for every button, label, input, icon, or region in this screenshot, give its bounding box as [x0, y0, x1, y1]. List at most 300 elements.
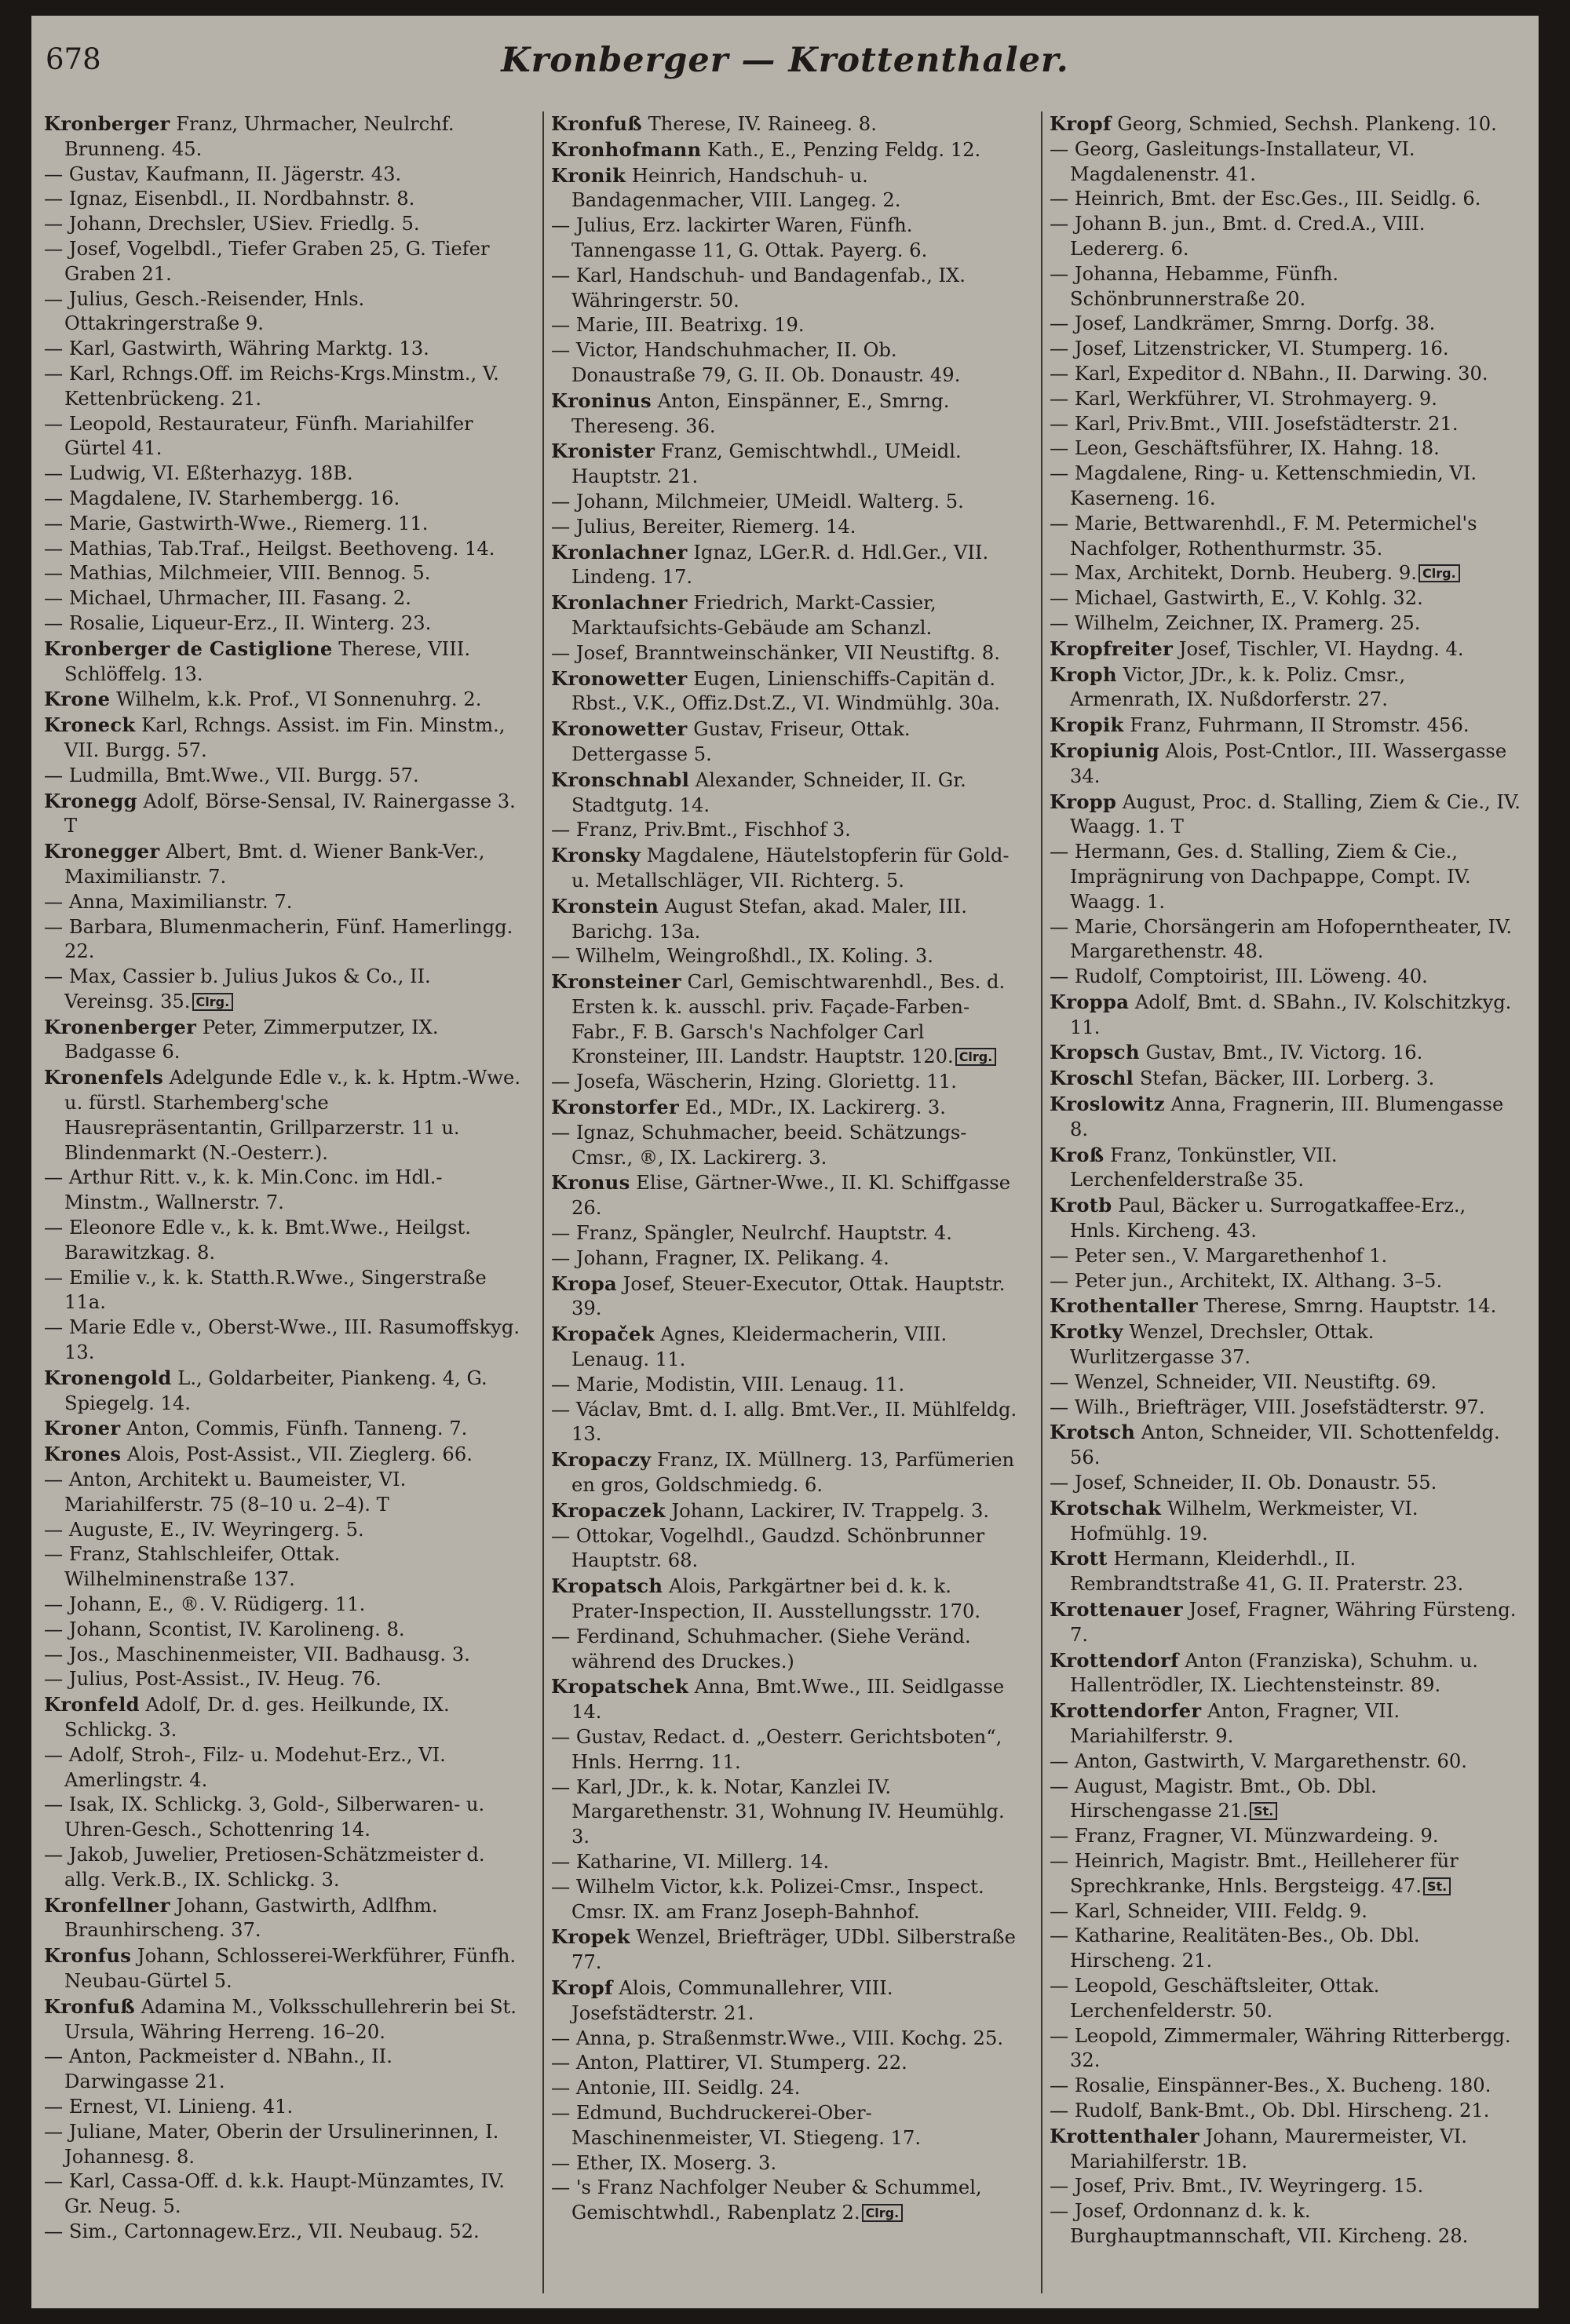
directory-entry	[44, 537, 521, 562]
directory-entry	[44, 287, 521, 337]
directory-entry	[1050, 1420, 1521, 1471]
entry-surname: Kropaczek	[551, 1498, 666, 1522]
directory-entry	[551, 1271, 1022, 1323]
directory-entry	[44, 687, 521, 713]
directory-entry	[551, 313, 1022, 338]
entry-text: Agnes, Kleidermacherin, VIII. Lenaug. 11.	[571, 1323, 947, 1371]
entry-text: — Ludmilla, Bmt.Wwe., VII. Burgg. 57.	[44, 764, 419, 786]
entry-surname: Kropf	[551, 1976, 613, 1999]
entry-text: Alois, Parkgärtner bei d. k. k. Prater-Inspection, II. Ausstellungsstr. 170.	[571, 1575, 981, 1623]
directory-entry	[551, 1221, 1022, 1246]
entry-text: Paul, Bäcker u. Surrogatkaffee-Erz., Hnls. Kircheng. 43.	[1070, 1195, 1466, 1242]
entry-text: — Josef, Priv. Bmt., IV. Weyringerg. 15.	[1050, 2175, 1424, 2198]
directory-entry	[1050, 2124, 1521, 2175]
directory-entry	[551, 111, 1022, 137]
entry-text: — Karl, Rchngs.Off. im Reichs-Krgs.Minstm., V. Kettenbrückeng. 21.	[44, 362, 499, 410]
entry-surname: Krotb	[1050, 1194, 1112, 1217]
entry-text: — Emilie v., k. k. Statth.R.Wwe., Singerstraße 11a.	[44, 1266, 487, 1314]
entry-text: — Karl, JDr., k. k. Notar, Kanzlei IV. Margarethenstr. 31, Wohnung IV. Heumühlg. 3.	[551, 1775, 1005, 1848]
directory-entry	[1050, 915, 1521, 965]
column-3	[1041, 111, 1521, 2293]
directory-page	[31, 16, 1539, 2308]
entry-surname: Kroppa	[1050, 990, 1130, 1013]
directory-entry	[551, 1976, 1022, 2027]
directory-entry	[44, 111, 521, 162]
entry-text: — Ignaz, Schuhmacher, beeid. Schätzungs-Cmsr., ®, IX. Lackirerg. 3.	[551, 1121, 967, 1169]
entry-surname: Kropiunig	[1050, 739, 1159, 762]
entry-text: — Leopold, Restaurateur, Fünfh. Mariahilfer Gürtel 41.	[44, 412, 473, 460]
directory-entry	[1050, 137, 1521, 188]
entry-text: — Max, Cassier b. Julius Jukos & Co., II. Vereinsg. 35.	[44, 965, 431, 1012]
directory-entry	[44, 487, 521, 512]
directory-entry	[1050, 387, 1521, 412]
directory-entry	[1050, 337, 1521, 362]
directory-entry	[44, 1618, 521, 1643]
entry-surname: Kronhofmann	[551, 137, 702, 161]
entry-surname: Kronlachner	[551, 540, 688, 564]
entry-text: — Franz, Stahlschleifer, Ottak. Wilhelminenstraße 137.	[44, 1543, 341, 1591]
directory-entry	[44, 1366, 521, 1417]
entry-text: — Heinrich, Magistr. Bmt., Heilleherer für Sprechkranke, Hnls. Bergsteigg. 47.	[1050, 1849, 1459, 1897]
page-number: 678	[46, 42, 101, 76]
directory-entry	[551, 590, 1022, 641]
entry-text: Magdalene, Häutelstopferin für Gold- u. Metallschläger, VII. Richterg. 5.	[571, 845, 1010, 892]
entry-surname: Kropek	[551, 1925, 630, 1949]
directory-entry	[44, 2045, 521, 2095]
directory-entry	[44, 162, 521, 188]
entry-surname: Kroneck	[44, 713, 136, 737]
directory-entry	[44, 1416, 521, 1442]
entry-surname: Kropa	[551, 1271, 617, 1295]
directory-entry	[551, 717, 1022, 768]
entry-text: Anton, Commis, Fünfh. Tanneng. 7.	[120, 1417, 468, 1440]
directory-entry	[551, 515, 1022, 540]
directory-entry	[1050, 1546, 1521, 1597]
entry-text: — Josef, Litzenstricker, VI. Stumperg. 16.	[1050, 337, 1449, 360]
entry-text: — Anton, Plattirer, VI. Stumperg. 22.	[551, 2052, 907, 2074]
directory-entry	[551, 2076, 1022, 2101]
directory-entry	[551, 2176, 1022, 2226]
entry-surname: Kronlachner	[551, 591, 688, 615]
entry-surname: Krottendorf	[1050, 1648, 1179, 1672]
entry-text: Franz, IX. Müllnerg. 13, Parfümerien en gros, Goldschmiedg. 6.	[571, 1449, 1015, 1497]
entry-surname: Kropf	[1050, 112, 1112, 135]
entry-text: Anton, Einspänner, E., Smrng. Thereseng. 36.	[571, 389, 950, 437]
entry-text: Therese, IV. Raineeg. 8.	[641, 113, 877, 135]
directory-entry	[44, 1266, 521, 1316]
entry-text: Kath., E., Penzing Feldg. 12.	[701, 138, 981, 161]
directory-entry	[1050, 1698, 1521, 1749]
entry-text: — Isak, IX. Schlickg. 3, Gold-, Silberwaren- u. Uhren-Gesch., Schottenring 14.	[44, 1793, 485, 1841]
directory-entry	[44, 1315, 521, 1366]
entry-text: Georg, Schmied, Sechsh. Plankeng. 10.	[1111, 113, 1497, 135]
entry-text: — Georg, Gasleitungs-Installateur, VI. Magdalenenstr. 41.	[1050, 137, 1415, 185]
entry-surname: Kronsteiner	[551, 970, 681, 994]
entry-text: Victor, JDr., k. k. Poliz. Cmsr., Armenrath, IX. Nußdorferstr. 27.	[1070, 663, 1406, 711]
entry-text: — Barbara, Blumenmacherin, Fünf. Hamerlingg. 22.	[44, 915, 513, 963]
entry-surname: Kronberger	[44, 112, 170, 135]
directory-entry	[44, 412, 521, 462]
entry-text: Johann, Maurermeister, VI. Mariahilferstr. 1B.	[1070, 2125, 1467, 2173]
directory-entry	[44, 637, 521, 688]
directory-entry	[44, 1166, 521, 1216]
directory-entry	[44, 1843, 521, 1893]
entry-surname: Kronik	[551, 163, 626, 187]
directory-entry	[551, 137, 1022, 163]
entry-badge: Clrg.	[192, 993, 234, 1011]
entry-badge: Clrg.	[1418, 564, 1460, 582]
directory-entry	[1050, 2024, 1521, 2074]
directory-entry	[44, 2120, 521, 2170]
directory-entry	[1050, 1193, 1521, 1244]
entry-surname: Kropsch	[1050, 1041, 1140, 1064]
directory-entry	[44, 1643, 521, 1668]
directory-entry	[44, 462, 521, 487]
directory-entry	[44, 187, 521, 212]
entry-text: — Wilhelm, Weingroßhdl., IX. Koling. 3.	[551, 945, 933, 968]
entry-text: — Josef, Ordonnanz d. k. k. Burghauptmannschaft, VII. Kircheng. 28.	[1050, 2200, 1469, 2247]
directory-entry	[551, 439, 1022, 490]
entry-text: — Anton, Gastwirth, V. Margarethenstr. 60.	[1050, 1749, 1467, 1772]
directory-entry	[44, 965, 521, 1015]
entry-surname: Krotky	[1050, 1320, 1123, 1344]
directory-entry	[551, 843, 1022, 894]
directory-entry	[551, 818, 1022, 843]
entry-text: — Leopold, Zimmermaler, Währing Ritterbergg. 32.	[1050, 2024, 1511, 2072]
directory-entry	[44, 2169, 521, 2220]
entry-text: — Franz, Fragner, VI. Münzwardeing. 9.	[1050, 1825, 1439, 1848]
directory-entry	[1050, 1471, 1521, 1496]
entry-surname: Kronus	[551, 1171, 630, 1195]
directory-entry	[1050, 1824, 1521, 1849]
entry-text: — August, Magistr. Bmt., Ob. Dbl. Hirschengasse 21.	[1050, 1775, 1377, 1822]
directory-entry	[551, 163, 1022, 214]
directory-entry	[44, 611, 521, 637]
entry-surname: Krothentaller	[1050, 1294, 1198, 1318]
entry-text: — Rosalie, Einspänner-Bes., X. Bucheng. 180.	[1050, 2074, 1492, 2097]
entry-surname: Krottenthaler	[1050, 2124, 1199, 2147]
directory-entry	[551, 1398, 1022, 1448]
directory-entry	[551, 1322, 1022, 1373]
entry-text: — Mathias, Milchmeier, VIII. Bennog. 5.	[44, 562, 431, 585]
directory-entry	[551, 2051, 1022, 2076]
entry-text: Johann, Schlosserei-Werkführer, Fünfh. Neubau-Gürtel 5.	[64, 1945, 517, 1992]
entry-text: Heinrich, Handschuh- u. Bandagenmacher, VIII. Langeg. 2.	[571, 164, 901, 212]
directory-entry	[1050, 1066, 1521, 1092]
entry-surname: Krotsch	[1050, 1421, 1136, 1444]
entry-text: Johann, Gastwirth, Adlfhm. Braunhirscheng. 37.	[64, 1894, 438, 1942]
directory-entry	[1050, 990, 1521, 1041]
entry-surname: Kroschl	[1050, 1067, 1134, 1090]
directory-entry	[551, 1170, 1022, 1221]
directory-entry	[44, 362, 521, 412]
directory-entry	[44, 839, 521, 890]
entry-text: — Josef, Landkrämer, Smrng. Dorfg. 38.	[1050, 312, 1436, 335]
directory-entry	[44, 2095, 521, 2120]
entry-surname: Kronister	[551, 440, 655, 463]
directory-entry	[1050, 561, 1521, 586]
directory-entry	[44, 337, 521, 362]
entry-text: — Karl, Werkführer, VI. Strohmayerg. 9.	[1050, 387, 1437, 410]
directory-entry	[1050, 713, 1521, 739]
entry-text: — Johann, Drechsler, USiev. Friedlg. 5.	[44, 213, 420, 235]
entry-surname: Kroß	[1050, 1143, 1104, 1166]
entry-text: — Eleonore Edle v., k. k. Bmt.Wwe., Heilgst. Barawitzkag. 8.	[44, 1217, 471, 1264]
directory-entry	[1050, 965, 1521, 990]
entry-text: — Johann B. jun., Bmt. d. Cred.A., VIII. Ledererg. 6.	[1050, 213, 1426, 260]
entry-text: — Michael, Gastwirth, E., V. Kohlg. 32.	[1050, 587, 1423, 610]
directory-entry	[44, 1468, 521, 1518]
directory-entry	[1050, 1924, 1521, 1974]
directory-entry	[551, 666, 1022, 717]
entry-text: — Josef, Vogelbdl., Tiefer Graben 25, G. Tiefer Graben 21.	[44, 237, 490, 285]
directory-entry	[551, 1070, 1022, 1095]
entry-text: — Max, Architekt, Dornb. Heuberg. 9.	[1050, 562, 1417, 585]
entry-text: — Anna, Maximilianstr. 7.	[44, 890, 293, 913]
entry-text: — Ferdinand, Schuhmacher. (Siehe Veränd. während des Druckes.)	[551, 1625, 971, 1673]
entry-surname: Kronstein	[551, 894, 659, 918]
entry-text: Friedrich, Markt-Cassier, Marktaufsichts-Gebäude am Schanzl.	[571, 592, 937, 639]
entry-text: Hermann, Kleiderhdl., II. Rembrandtstraße 41, G. II. Praterstr. 23.	[1070, 1548, 1464, 1596]
directory-entry	[1050, 1775, 1521, 1825]
entry-text: — Antonie, III. Seidlg. 24.	[551, 2077, 801, 2100]
entry-text: — Marie, Chorsängerin am Hofoperntheater, IV. Margarethenstr. 48.	[1050, 915, 1513, 963]
entry-badge: Clrg.	[862, 2204, 904, 2222]
entry-text: — Karl, Priv.Bmt., VIII. Josefstädterstr. 21.	[1050, 412, 1459, 435]
directory-entry	[1050, 1319, 1521, 1370]
entry-surname: Kropaček	[551, 1323, 655, 1346]
entry-text: — Julius, Gesch.-Reisender, Hnls. Ottakringerstraße 9.	[44, 287, 365, 335]
entry-text: — Marie, III. Beatrixg. 19.	[551, 314, 805, 337]
entry-text: Wilhelm, k.k. Prof., VI Sonnenuhrg. 2.	[110, 688, 482, 711]
directory-entry	[1050, 2099, 1521, 2124]
directory-entry	[1050, 462, 1521, 512]
directory-entry	[551, 1246, 1022, 1271]
entry-text: — Ludwig, VI. Eßterhazyg. 18B.	[44, 462, 353, 485]
directory-entry	[551, 1121, 1022, 1171]
entry-text: — Marie, Gastwirth-Wwe., Riemerg. 11.	[44, 512, 429, 534]
entry-text: — Michael, Uhrmacher, III. Fasang. 2.	[44, 587, 411, 610]
directory-entry	[44, 1893, 521, 1944]
directory-entry	[44, 512, 521, 537]
entry-text: — Wilhelm, Zeichner, IX. Pramerg. 25.	[1050, 611, 1421, 634]
entry-text: Alois, Post-Cntlor., III. Wassergasse 34.	[1070, 739, 1507, 787]
directory-entry	[1050, 212, 1521, 262]
entry-text: — Julius, Erz. lackirter Waren, Fünfh. Tannengasse 11, G. Ottak. Payerg. 6.	[551, 214, 928, 261]
entry-text: — Karl, Gastwirth, Währing Marktg. 13.	[44, 337, 429, 360]
directory-entry	[551, 213, 1022, 264]
entry-text: — Edmund, Buchdruckerei-Ober-Maschinenmeister, VI. Stiegeng. 17.	[551, 2101, 922, 2149]
directory-entry	[1050, 1244, 1521, 1269]
directory-entry	[1050, 739, 1521, 790]
entry-badge: St.	[1250, 1802, 1277, 1820]
directory-entry	[1050, 1293, 1521, 1319]
entry-text: Karl, Rchngs. Assist. im Fin. Minstm., VII. Burgg. 57.	[64, 714, 506, 761]
directory-entry	[44, 1518, 521, 1543]
directory-entry	[44, 713, 521, 764]
page-header	[31, 16, 1539, 94]
directory-entry	[1050, 1648, 1521, 1699]
entry-text: Franz, Fuhrmann, II Stromstr. 456.	[1123, 714, 1470, 737]
entry-text: — Magdalene, IV. Starhembergg. 16.	[44, 487, 400, 509]
entry-text: — Wenzel, Schneider, VII. Neustiftg. 69.	[1050, 1370, 1437, 1393]
entry-surname: Kronfus	[44, 1944, 132, 1968]
entry-text: — Leon, Geschäftsführer, IX. Hahng. 18.	[1050, 437, 1440, 460]
entry-text: — Sim., Cartonnagew.Erz., VII. Neubaug. 52.	[44, 2220, 480, 2242]
entry-text: — Ignaz, Eisenbdl., II. Nordbahnstr. 8.	[44, 188, 415, 210]
entry-text: — Johann, Milchmeier, UMeidl. Walterg. 5.	[551, 490, 964, 513]
entry-text: — Rudolf, Comptoirist, III. Löweng. 40.	[1050, 965, 1428, 988]
directory-entry	[551, 1498, 1022, 1524]
directory-entry	[44, 1542, 521, 1593]
directory-entry	[1050, 1143, 1521, 1194]
directory-entry	[1050, 1974, 1521, 2024]
entry-text: — Marie Edle v., Oberst-Wwe., III. Rasumoffskyg. 13.	[44, 1316, 520, 1364]
directory-entry	[1050, 840, 1521, 914]
entry-text: — Franz, Priv.Bmt., Fischhof 3.	[551, 819, 851, 841]
directory-entry	[551, 2027, 1022, 2052]
entry-surname: Kropfreiter	[1050, 637, 1174, 660]
entry-text: Josef, Steuer-Executor, Ottak. Hauptstr. 39.	[571, 1272, 1006, 1320]
entry-surname: Kronowetter	[551, 717, 688, 741]
entry-text: — Václav, Bmt. d. I. allg. Bmt.Ver., II. Mühlfeldg. 13.	[551, 1398, 1017, 1446]
entry-text: — Katharine, Realitäten-Bes., Ob. Dbl. Hirscheng. 21.	[1050, 1925, 1420, 1972]
entry-surname: Kronfellner	[44, 1893, 170, 1917]
entry-text: — Juliane, Mater, Oberin der Ursulinerinnen, I. Johannesg. 8.	[44, 2120, 499, 2168]
directory-entry	[1050, 436, 1521, 462]
entry-text: — Karl, Handschuh- und Bandagenfab., IX. Währingerstr. 50.	[551, 264, 966, 312]
entry-text: Adolf, Dr. d. ges. Heilkunde, IX. Schlickg. 3.	[64, 1694, 450, 1741]
entry-text: — Julius, Bereiter, Riemerg. 14.	[551, 515, 856, 538]
directory-entry	[551, 264, 1022, 314]
entry-surname: Kropaczy	[551, 1448, 652, 1472]
directory-entry	[44, 1442, 521, 1468]
directory-entry	[551, 1925, 1022, 1976]
entry-text: — Anton, Architekt u. Baumeister, VI. Mariahilferstr. 75 (8–10 u. 2–4). T	[44, 1468, 407, 1516]
entry-text: Adelgunde Edle v., k. k. Hptm.-Wwe. u. fürstl. Starhemberg'sche Hausrepräsentantin, Grillparzerstr. 11 u. Blindenmarkt (N.-Oesterr.).	[64, 1067, 521, 1164]
directory-entry	[1050, 611, 1521, 637]
directory-entry	[1050, 262, 1521, 312]
entry-text: — Hermann, Ges. d. Stalling, Ziem & Cie., Imprägnirung von Dachpappe, Compt. IV. Waagg. 1.	[1050, 841, 1471, 913]
entry-text: — Auguste, E., IV. Weyringerg. 5.	[44, 1518, 364, 1541]
directory-entry	[1050, 2199, 1521, 2249]
directory-entry	[44, 915, 521, 965]
directory-entry	[44, 1692, 521, 1743]
directory-entry	[551, 540, 1022, 591]
entry-surname: Kroph	[1050, 662, 1117, 686]
entry-surname: Krones	[44, 1443, 122, 1466]
entry-text: Elise, Gärtner-Wwe., II. Kl. Schiffgasse 26.	[571, 1172, 1011, 1220]
entry-text: — Jos., Maschinenmeister, VII. Badhausg. 3.	[44, 1643, 470, 1665]
entry-text: — Peter sen., V. Margarethenhof 1.	[1050, 1244, 1388, 1267]
entry-text: Anton (Franziska), Schuhm. u. Hallentrödler, IX. Liechtensteinstr. 89.	[1070, 1649, 1478, 1697]
entry-surname: Krottenauer	[1050, 1598, 1183, 1622]
entry-text: Stefan, Bäcker, III. Lorberg. 3.	[1134, 1067, 1435, 1090]
entry-text: — Rudolf, Bank-Bmt., Ob. Dbl. Hirscheng. 21.	[1050, 2099, 1490, 2122]
page-title: Kronberger — Krottenthaler.	[501, 41, 1069, 80]
directory-entry	[1050, 662, 1521, 713]
directory-entry	[44, 1216, 521, 1266]
entry-surname: Kronenberger	[44, 1015, 197, 1038]
directory-entry	[551, 1625, 1022, 1675]
directory-entry	[1050, 312, 1521, 337]
directory-entry	[551, 1725, 1022, 1775]
directory-entry	[551, 389, 1022, 440]
entry-text: Franz, Uhrmacher, Neulrchf. Brunneng. 45.	[64, 113, 455, 160]
entry-text: Ignaz, LGer.R. d. Hdl.Ger., VII. Lindeng. 17.	[571, 541, 989, 589]
entry-text: Peter, Zimmerputzer, IX. Badgasse 6.	[64, 1016, 439, 1063]
entry-surname: Kropik	[1050, 713, 1124, 737]
entry-surname: Kronengold	[44, 1366, 172, 1389]
directory-entry	[44, 1593, 521, 1618]
directory-entry	[44, 890, 521, 915]
entry-surname: Kronegg	[44, 789, 137, 812]
column-2	[542, 111, 1022, 2293]
entry-surname: Kronfeld	[44, 1693, 140, 1717]
entry-text: — Anton, Packmeister d. NBahn., II. Darwingasse 21.	[44, 2045, 392, 2093]
directory-entry	[1050, 1269, 1521, 1294]
entry-text: — Arthur Ritt. v., k. k. Min.Conc. im Hdl.-Minstm., Wallnerstr. 7.	[44, 1166, 443, 1214]
directory-entry	[44, 1994, 521, 2045]
entry-surname: Kronowetter	[551, 666, 688, 690]
directory-entry	[44, 1667, 521, 1692]
entry-text: — Ernest, VI. Linieng. 41.	[44, 2095, 294, 2118]
entry-text: — Marie, Bettwarenhdl., F. M. Petermichel's Nachfolger, Rothenthurmstr. 35.	[1050, 512, 1477, 560]
entry-text: — Julius, Post-Assist., IV. Heug. 76.	[44, 1668, 382, 1691]
entry-text: — Josef, Branntweinschänker, VII Neustiftg. 8.	[551, 641, 1000, 664]
entry-text: Anton, Fragner, VII. Mariahilferstr. 9.	[1070, 1700, 1400, 1747]
entry-text: L., Goldarbeiter, Piankeng. 4, G. Spiegelg. 14.	[64, 1366, 487, 1414]
directory-entry	[1050, 362, 1521, 387]
entry-surname: Krone	[44, 688, 111, 711]
entry-text: — Heinrich, Bmt. der Esc.Ges., III. Seidlg. 6.	[1050, 188, 1481, 210]
entry-text: — Mathias, Tab.Traf., Heilgst. Beethoveng. 14.	[44, 537, 495, 560]
entry-text: Carl, Gemischtwarenhdl., Bes. d. Ersten k. k. ausschl. priv. Façade-Farben-Fabr., F. B. Garsch's Nachfolger Carl Kronsteiner, III. Landstr. Hauptstr. 120.	[571, 971, 1006, 1068]
entry-surname: Kronschnabl	[551, 768, 690, 791]
directory-entry	[551, 1674, 1022, 1725]
entry-text: — Anna, p. Straßenmstr.Wwe., VIII. Kochg. 25.	[551, 2027, 1004, 2049]
entry-text: — Karl, Cassa-Off. d. k.k. Haupt-Münzamtes, IV. Gr. Neug. 5.	[44, 2170, 505, 2218]
directory-entry	[551, 1775, 1022, 1850]
directory-entry	[44, 1743, 521, 1793]
entry-text: Albert, Bmt. d. Wiener Bank-Ver., Maximilianstr. 7.	[64, 841, 485, 888]
directory-entry	[1050, 637, 1521, 662]
entry-text: Eugen, Linienschiffs-Capitän d. Rbst., V.K., Offiz.Dst.Z., VI. Windmühlg. 30a.	[571, 667, 1000, 715]
entry-text: Adolf, Börse-Sensal, IV. Rainergasse 3. T	[64, 790, 516, 837]
entry-text: — Gustav, Redact. d. „Oesterr. Gerichtsboten“, Hnls. Herrng. 11.	[551, 1726, 1002, 1773]
entry-text: — 's Franz Nachfolger Neuber & Schummel, Gemischtwhdl., Rabenplatz 2.	[551, 2176, 982, 2224]
entry-text: — Jakob, Juwelier, Pretiosen-Schätzmeister d. allg. Verk.B., IX. Schlickg. 3.	[44, 1843, 485, 1891]
directory-entry	[1050, 1899, 1521, 1925]
directory-entry	[551, 1574, 1022, 1625]
directory-entry	[44, 1943, 521, 1994]
entry-text: — Wilh., Briefträger, VIII. Josefstädterstr. 97.	[1050, 1395, 1485, 1418]
directory-entry	[551, 894, 1022, 945]
entry-text: — Marie, Modistin, VIII. Lenaug. 11.	[551, 1373, 905, 1395]
entry-text: — Gustav, Kaufmann, II. Jägerstr. 43.	[44, 162, 402, 185]
directory-entry	[44, 561, 521, 586]
directory-entry	[551, 1850, 1022, 1875]
entry-surname: Kronegger	[44, 840, 160, 863]
entry-surname: Kronstorfer	[551, 1096, 679, 1119]
directory-entry	[44, 789, 521, 840]
entry-surname: Kroner	[44, 1417, 121, 1440]
directory-entry	[551, 490, 1022, 515]
entry-text: Alois, Communallehrer, VIII. Josefstädterstr. 21.	[571, 1976, 893, 2024]
directory-entry	[1050, 2074, 1521, 2099]
directory-entry	[551, 1095, 1022, 1121]
directory-entry	[1050, 1092, 1521, 1143]
